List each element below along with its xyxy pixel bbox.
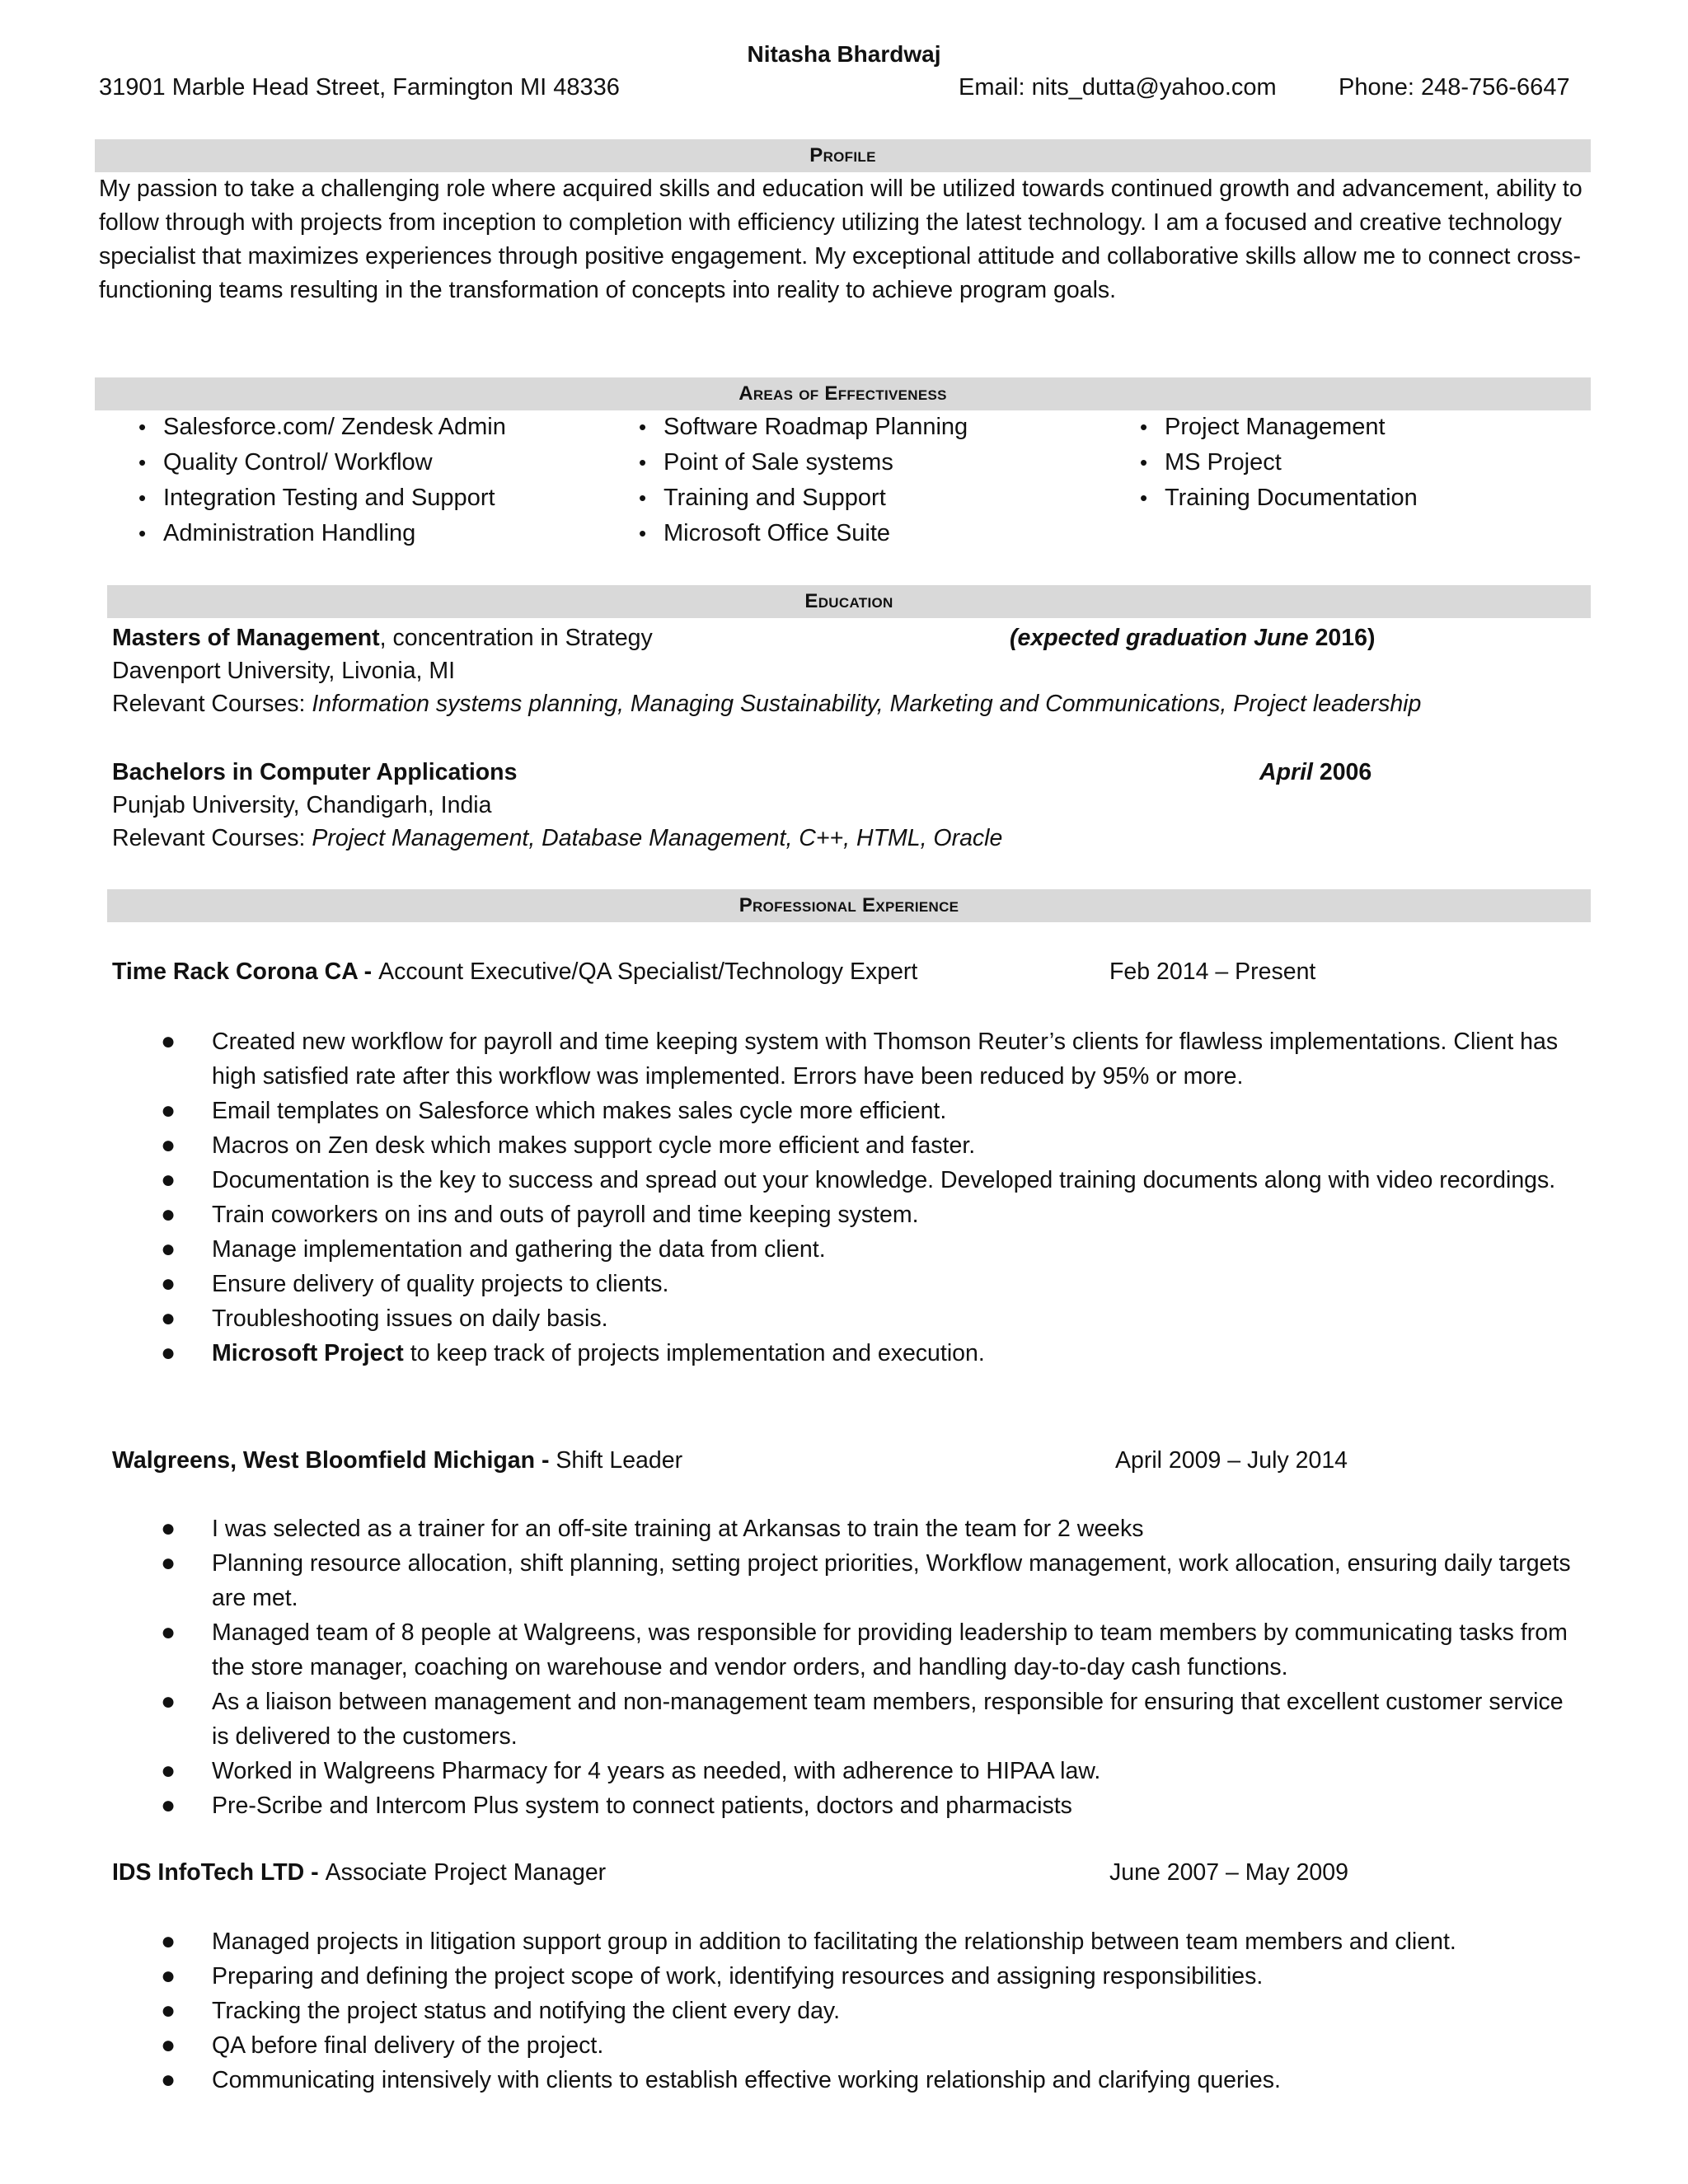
list-item: ● Microsoft Project to keep track of projects implementation and execution. [161, 1336, 1587, 1371]
list-item: ● As a liaison between management and non-management team members, responsible for ensuring that excellent customer service is delivered to the customers. [161, 1685, 1587, 1754]
skill-item: • Point of Sale systems [639, 445, 968, 480]
job-header [112, 958, 917, 986]
job-header [112, 1859, 606, 1886]
bullet-icon: ● [161, 1305, 176, 1332]
bullet-icon: ● [161, 1166, 176, 1193]
job-bullets [161, 1024, 1587, 1371]
list-item: ● Email templates on Salesforce which makes sales cycle more efficient. [161, 1094, 1587, 1128]
education-entry [112, 756, 1002, 855]
list-item: ● Documentation is the key to success and spread out your knowledge. Developed training documents along with video recordings. [161, 1163, 1587, 1197]
job-dates: June 2007 – May 2009 [1109, 1859, 1348, 1886]
bullet-icon: ● [161, 1962, 176, 1990]
skill-item: • Quality Control/ Workflow [138, 445, 506, 480]
skill-item: • Microsoft Office Suite [639, 516, 968, 551]
job-dates: April 2009 – July 2014 [1115, 1447, 1348, 1474]
bullet-icon: ● [161, 1235, 176, 1263]
profile-text: My passion to take a challenging role where acquired skills and education will be utilized towards continued growth and advancement, ability to follow through with projects from inception to completion with efficiency utilizing the latest technology. I am a focused and creative technology specialist that maximizes experiences through positive engagement. My exceptional attitude and collaborative skills allow me to connect cross-functioning teams resulting in the transformation of concepts into reality to achieve program goals. [99, 176, 1582, 303]
list-item: ● Managed projects in litigation support group in addition to facilitating the relationship between team members and client. [161, 1924, 1587, 1959]
skill-item: • MS Project [1140, 445, 1418, 480]
address: 31901 Marble Head Street, Farmington MI 48336 [99, 74, 620, 101]
bullet-icon: ● [161, 1928, 176, 1955]
skill-item: • Software Roadmap Planning [639, 410, 968, 445]
company: IDS InfoTech LTD - [112, 1859, 326, 1886]
degree: Bachelors in Computer Applications [112, 759, 518, 785]
bullet-icon: ● [161, 1619, 176, 1646]
skills-column-3 [1140, 410, 1418, 516]
bullet-icon: ● [161, 1515, 176, 1542]
bullet-icon: ● [161, 1688, 176, 1715]
skills-column-2 [639, 410, 968, 551]
list-item: ● Ensure delivery of quality projects to clients. [161, 1267, 1587, 1301]
courses-label: Relevant Courses: [112, 691, 312, 717]
job-title: Account Executive/QA Specialist/Technology Expert [378, 958, 918, 985]
degree: Masters of Management [112, 625, 380, 651]
bullet-icon: ● [161, 1132, 176, 1159]
job-dates: Feb 2014 – Present [1109, 958, 1316, 985]
job-title: Shift Leader [556, 1447, 683, 1474]
courses-label: Relevant Courses: [112, 825, 312, 851]
list-item: ● Tracking the project status and notifying the client every day. [161, 1994, 1587, 2028]
email: Email: nits_dutta@yahoo.com [959, 74, 1277, 101]
list-item: ● Planning resource allocation, shift planning, setting project priorities, Workflow management, work allocation, ensuring daily targets are met. [161, 1546, 1587, 1615]
education-date: April 2006 [1259, 759, 1372, 785]
skills-column-1 [138, 410, 506, 551]
bullet-icon: ● [161, 1792, 176, 1819]
bullet-icon: ● [161, 1097, 176, 1124]
school: Punjab University, Chandigarh, India [112, 792, 492, 818]
list-item: ● QA before final delivery of the project. [161, 2028, 1587, 2063]
list-item: ● Train coworkers on ins and outs of payroll and time keeping system. [161, 1197, 1587, 1232]
company: Walgreens, West Bloomfield Michigan - [112, 1447, 556, 1474]
education-date: (expected graduation June 2016) [1010, 625, 1376, 651]
bullet-icon: ● [161, 1757, 176, 1784]
list-item: ● Troubleshooting issues on daily basis. [161, 1301, 1587, 1336]
job-title: Associate Project Manager [325, 1859, 607, 1886]
concentration: , concentration in Strategy [379, 625, 653, 651]
skills-heading: Areas of Effectiveness [95, 377, 1591, 410]
bullet-icon: ● [161, 1270, 176, 1297]
education-heading: Education [107, 585, 1591, 618]
courses: Project Management, Database Management, C++, HTML, Oracle [312, 825, 1003, 851]
courses: Information systems planning, Managing Sustainability, Marketing and Communications, Project leadership [312, 691, 1422, 717]
profile-heading: Profile [95, 139, 1591, 172]
job-bullets [161, 1924, 1587, 2097]
skill-item: • Integration Testing and Support [138, 480, 506, 516]
bullet-icon: ● [161, 1997, 176, 2024]
list-item: ● Pre-Scribe and Intercom Plus system to connect patients, doctors and pharmacists [161, 1788, 1587, 1823]
list-item: ● I was selected as a trainer for an off-site training at Arkansas to train the team for 2 weeks [161, 1511, 1587, 1546]
bullet-icon: ● [161, 1339, 176, 1366]
skill-item: • Training Documentation [1140, 480, 1418, 516]
job-header [112, 1447, 682, 1474]
phone: Phone: 248-756-6647 [1339, 74, 1570, 101]
job-bullets [161, 1511, 1587, 1823]
experience-heading: Professional Experience [107, 889, 1591, 922]
skill-item: • Project Management [1140, 410, 1418, 445]
list-item: ● Created new workflow for payroll and time keeping system with Thomson Reuter’s clients for flawless implementations. Client has high satisfied rate after this workflow was implemented. Errors have been reduced by 95% or more. [161, 1024, 1587, 1094]
school: Davenport University, Livonia, MI [112, 658, 456, 684]
company: Time Rack Corona CA - [112, 958, 379, 985]
bullet-icon: ● [161, 1028, 176, 1055]
list-item: ● Macros on Zen desk which makes support cycle more efficient and faster. [161, 1128, 1587, 1163]
bullet-icon: ● [161, 1201, 176, 1228]
list-item: ● Preparing and defining the project scope of work, identifying resources and assigning responsibilities. [161, 1959, 1587, 1994]
list-item: ● Managed team of 8 people at Walgreens, was responsible for providing leadership to team members by communicating tasks from the store manager, coaching on warehouse and vendor orders, and handling day-to-day cash functions. [161, 1615, 1587, 1685]
skill-item: • Administration Handling [138, 516, 506, 551]
candidate-name: Nitasha Bhardwaj [747, 41, 941, 67]
bullet-icon: ● [161, 2032, 176, 2059]
skill-item: • Training and Support [639, 480, 968, 516]
list-item: ● Worked in Walgreens Pharmacy for 4 years as needed, with adherence to HIPAA law. [161, 1754, 1587, 1788]
bullet-icon: ● [161, 1549, 176, 1577]
list-item: ● Communicating intensively with clients to establish effective working relationship and clarifying queries. [161, 2063, 1587, 2097]
list-item: ● Manage implementation and gathering the data from client. [161, 1232, 1587, 1267]
skill-item: • Salesforce.com/ Zendesk Admin [138, 410, 506, 445]
bullet-icon: ● [161, 2066, 176, 2093]
